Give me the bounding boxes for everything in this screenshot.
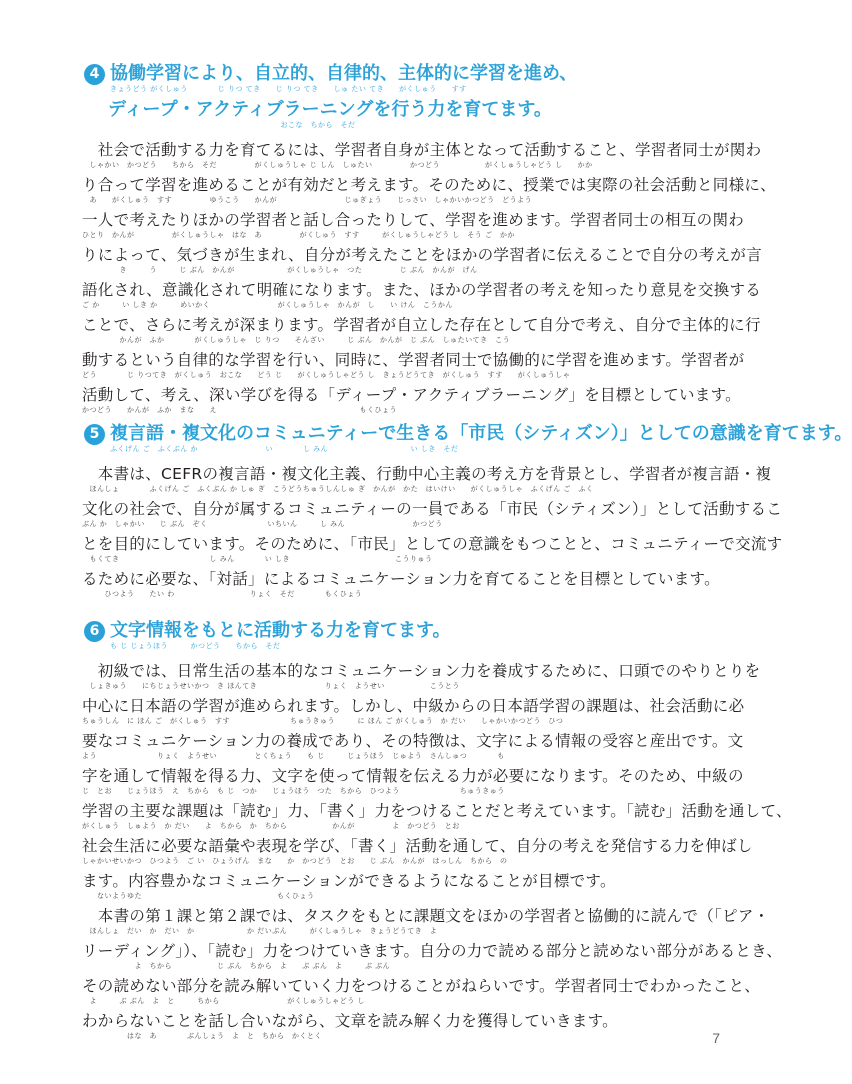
line-ruby: あ がくしゅう すす ゆうこう かんが じゅぎょう じっさい しゃかいかつどう どうよう [82, 196, 533, 204]
text-line [82, 245, 763, 280]
text-line [82, 836, 753, 871]
text-line [82, 210, 745, 245]
text-line [82, 906, 770, 941]
line-ruby: かんが ふか がくしゅうしゃ じ りつ そんざい じ ぶん かんが じ ぶん しゅたいてき こう [82, 336, 511, 344]
line-text: 本書の第１課と第２課では、タスクをもとに課題文をほかの学習者と協働的に読んで（「ピア・ [82, 907, 770, 925]
text-line [82, 350, 745, 385]
section-4 [0, 62, 776, 420]
text-line [82, 280, 762, 315]
text-line [82, 1011, 710, 1046]
heading-line: 複言語・複文化のコミュニティーで生きる「市民（シティズン）」としての意識を育てます。 [110, 423, 852, 444]
line-text: 社会生活に必要な語彙や表現を学び、「書く」活動を通して、自分の考えを発信する力を伸ばし [82, 837, 753, 855]
text-line [82, 534, 783, 569]
line-ruby: はな あ ぶんしょう よ と ちから かくとく [82, 1032, 322, 1040]
line-ruby: しょきゅう にちじょうせいかつ き ほんてき りょく ようせい こうとう [82, 682, 460, 690]
line-ruby: どう じ りつてき がくしゅう おこな どう じ がくしゅうしゃどう し きょうどうてき がくしゅう すす がくしゅうしゃ [82, 371, 571, 379]
line-text: 社会で活動する力を育てるには、学習者自身が主体となって活動すること、学習者同士が関わ [82, 141, 762, 159]
section-heading [84, 62, 768, 130]
heading-ruby: おこな ちから そだ [108, 121, 356, 129]
line-ruby: よ ぶ ぶん よ と ちから がくしゅうしゃどう し [82, 997, 365, 1005]
line-text: ます。内容豊かなコミュニケーションができるようになることが目標です。 [82, 872, 616, 890]
line-text: 字を通して情報を得る力、文字を使って情報を伝える力が必要になります。そのため、中級の [82, 767, 744, 785]
text-line [82, 140, 762, 175]
line-text: 本書は、CEFRの複言語・複文化主義、行動中心主義の考え方を背景とし、学習者が複言語・複 [82, 465, 772, 483]
line-ruby: ひとり かんが がくしゅうしゃ はな あ がくしゅう すす がくしゅうしゃどう し そう ご かか [82, 231, 516, 239]
section-number-badge: 4 [84, 64, 105, 85]
text-line [82, 569, 720, 604]
line-text: リーディング」）、「読む」力をつけていきます。自分の力で読める部分と読めない部分があるとき、 [82, 942, 783, 960]
page-number: 7 [712, 1030, 720, 1046]
line-ruby: ないようゆた もくひょう [82, 892, 315, 900]
text-line [82, 801, 792, 836]
text-line [82, 731, 744, 766]
text-line [82, 766, 744, 801]
line-text: 語化され、意識化されて明確になります。また、ほかの学習者の考えを知ったり意見を交換する [82, 281, 762, 299]
line-ruby: じ とお じょうほう え ちから も じ つか じょうほう つた ちから ひつよう ちゅうきゅう [82, 787, 505, 795]
heading-line: 協働学習により、自立的、自律的、主体的に学習を進め、 [110, 63, 578, 84]
line-ruby: よ ちから じ ぶん ちから よ ぶ ぶん よ ぶ ぶん [82, 962, 391, 970]
line-ruby: ちゅうしん に ほん ご がくしゅう すす ちゅうきゅう に ほん ご がくしゅう か だい しゃかいかつどう ひつ [82, 717, 564, 725]
line-text: その読めない部分を読み解いていく力をつけることがねらいです。学習者同士でわかったこと、 [82, 977, 761, 995]
text-line [82, 661, 761, 696]
line-ruby: しゃかい かつどう ちから そだ がくしゅうしゃ じ しん しゅたい かつどう がくしゅうしゃどう し かか [82, 161, 593, 169]
heading-line: 文字情報をもとに活動する力を育てます。 [110, 620, 451, 641]
line-ruby: ほんしょ だい か だい か か だいぶん がくしゅうしゃ きょうどうてき よ [82, 927, 438, 935]
text-line [82, 315, 761, 350]
line-ruby: もくてき し みん い しき こうりゅう [82, 555, 433, 563]
line-ruby: しゃかいせいかつ ひつよう ご い ひょうげん まな か かつどう とお じ ぶん かんが はっしん ちから の [82, 857, 508, 865]
section-heading [84, 619, 768, 651]
text-line [82, 464, 772, 499]
line-ruby: ぶん か しゃかい じ ぶん ぞく いちいん し みん かつどう [82, 520, 443, 528]
line-ruby: かつどう かんが ふか まな え もくひょう [82, 406, 397, 414]
line-text: 動するという自律的な学習を行い、同時に、学習者同士で協働的に学習を進めます。学習者が [82, 351, 745, 369]
line-text: とを目的にしています。そのために、「市民」としての意識をもつことと、コミュニティーで交流す [82, 535, 783, 553]
text-line [82, 871, 710, 906]
line-text: 要なコミュニケーション力の養成であり、その特徴は、文字による情報の受容と産出です。文 [82, 732, 744, 750]
line-text: るために必要な、「対話」によるコミュニケーション力を育てることを目標としています。 [82, 570, 720, 588]
line-text: 文化の社会で、自分が属するコミュニティーの一員である「市民（シティズン）」として活動するこ [82, 500, 783, 518]
text-line [82, 941, 783, 976]
section-body [82, 661, 792, 1046]
line-ruby: がくしゅう しゅよう か だい よ ちから か ちから かんが よ かつどう とお [82, 822, 460, 830]
line-text: 初級では、日常生活の基本的なコミュニケーション力を養成するために、口頭でのやりとりを [82, 662, 761, 680]
line-ruby: ひつよう たい わ りょく そだ もくひょう [82, 590, 363, 598]
line-ruby: ご か い しき か めいかく がくしゅうしゃ かんが し い けん こうかん [82, 301, 453, 309]
line-text: ことで、さらに考えが深まります。学習者が自立した存在として自分で考え、自分で主体的に行 [82, 316, 761, 334]
line-ruby: き う じ ぶん かんが がくしゅうしゃ つた じ ぶん かんが げん [82, 266, 478, 274]
section-body [82, 464, 783, 604]
section-heading [84, 422, 852, 454]
heading-ruby: ふくげん ご ふくぶん か い し みん い しき そだ [110, 445, 459, 453]
text-line [82, 696, 745, 731]
section-5 [0, 422, 852, 604]
text-line [82, 385, 741, 420]
line-ruby: ほんしょ ふくげん ご ふくぶん か しゅ ぎ こうどうちゅうしんしゅ ぎ かんが かた はいけい がくしゅうしゃ ふくげん ご ふく [82, 485, 594, 493]
line-text: わからないことを話し合いながら、文章を読み解く力を獲得していきます。 [82, 1012, 618, 1030]
section-body [82, 140, 776, 420]
section-number-badge: 6 [84, 621, 105, 642]
section-number-badge: 5 [84, 424, 105, 445]
text-line [82, 499, 783, 534]
heading-ruby: きょうどう がくしゅう じ りつ てき じ りつ てき しゅ たい てき がくしゅう すす [110, 85, 467, 93]
line-text: 中心に日本語の学習が進められます。しかし、中級からの日本語学習の課題は、社会活動に必 [82, 697, 745, 715]
section-6 [0, 619, 792, 1046]
text-line [82, 976, 761, 1011]
line-text: 学習の主要な課題は「読む」力、「書く」力をつけることだと考えています。「読む」活動を通して、 [82, 802, 792, 820]
line-text: 一人で考えたりほかの学習者と話し合ったりして、学習を進めます。学習者同士の相互の関わ [82, 211, 745, 229]
line-text: り合って学習を進めることが有効だと考えます。そのために、授業では実際の社会活動と同様に、 [82, 176, 776, 194]
line-text: 活動して、考え、深い学びを得る「ディープ・アクティブラーニング」を目標としています。 [82, 386, 741, 404]
text-line [82, 175, 776, 210]
line-text: りによって、気づきが生まれ、自分が考えたことをほかの学習者に伝えることで自分の考えが言 [82, 246, 763, 264]
line-ruby: よう りょく ようせい とくちょう も じ じょうほう じゅよう さんしゅつ も [82, 752, 505, 760]
heading-line: ディープ・アクティブラーニングを行う力を育てます。 [108, 99, 552, 120]
heading-ruby: も じ じょうほう かつどう ちから そだ [110, 642, 281, 650]
